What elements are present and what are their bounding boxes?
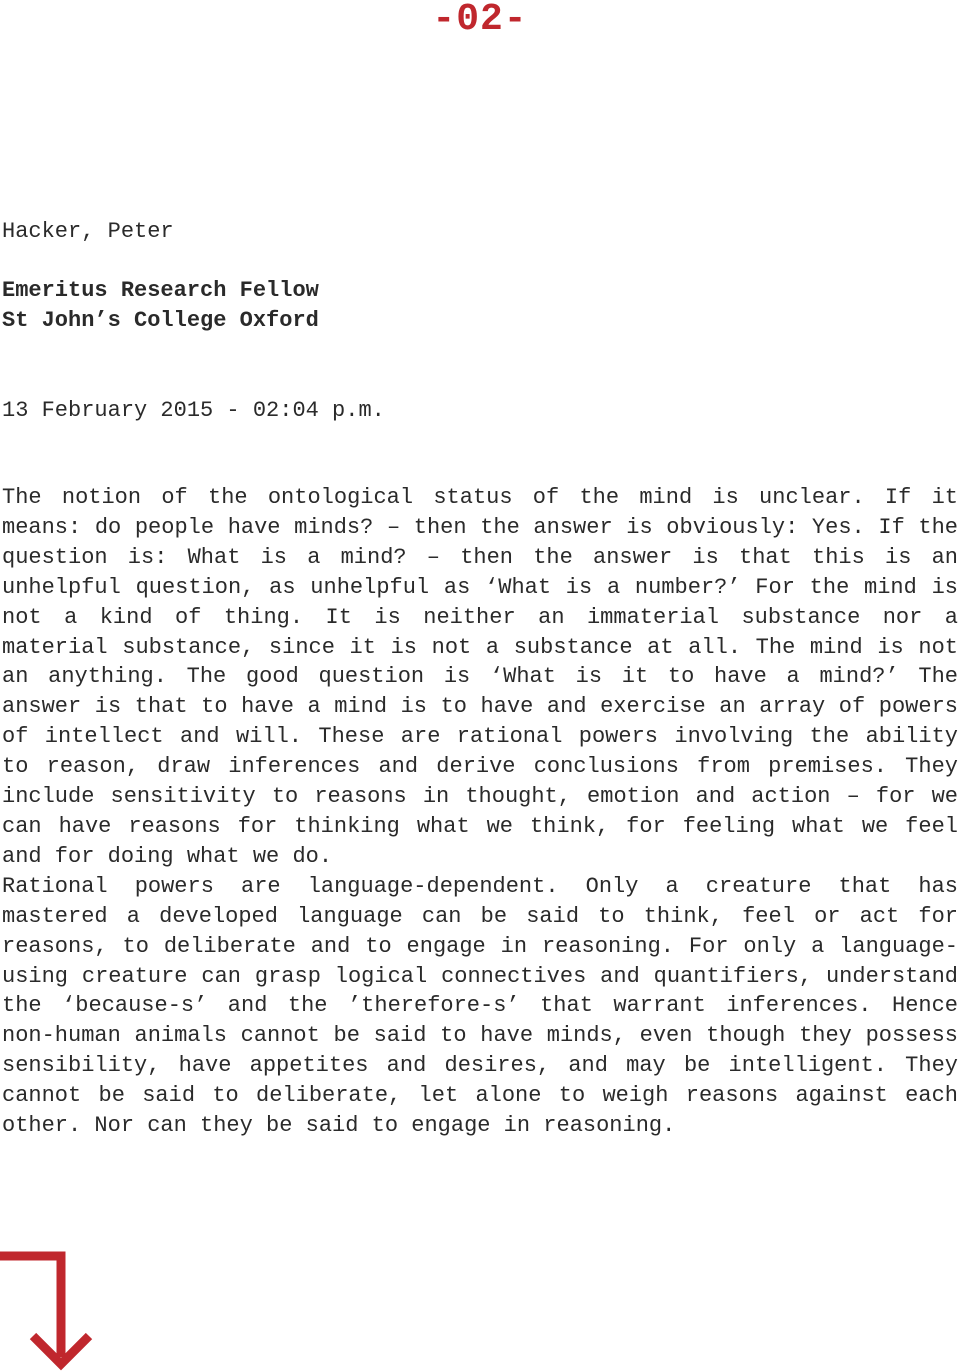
entry-date: 13 February 2015 - 02:04 p.m.	[2, 398, 385, 423]
author-institution: St John’s College Oxford	[2, 308, 319, 333]
author-name: Hacker, Peter	[2, 219, 174, 244]
author-affiliation	[2, 276, 319, 336]
paragraph: The notion of the ontological status of the mind is unclear. If it means: do people have minds? – then the answer is obviously: Yes. If the question is: What is a mind? – then the answer is that this is an unhelpful question, as unhelpful as ‘What is a number?’ For the mind is not a kind of thing. It is neither an immaterial substance nor a material substance, since it is not a substance at all. The mind is not an anything. The good question is ‘What is it to have a mind?’ The answer is that to have a mind is to have and exercise an array of powers of intellect and will. These are rational powers involving the ability to reason, draw inferences and derive conclusions from premises. They include sensitivity to reasons in thought, emotion and action – for we can have reasons for thinking what we think, for feeling what we feel and for doing what we do.	[2, 485, 958, 869]
paragraph: Rational powers are language-dependent. Only a creature that has mastered a developed language can be said to think, feel or act for reasons, to deliberate and to engage in reasoning. For only a language-using creature can grasp logical connectives and quantifiers, understand the ‘because-s’ and the ’therefore-s’ that warrant inferences. Hence non-human animals cannot be said to have minds, even though they possess sensibility, have appetites and desires, and may be intelligent. They cannot be said to deliberate, let alone to weigh reasons against each other. Nor can they be said to engage in reasoning.	[2, 873, 958, 1139]
page-number: -02-	[432, 0, 528, 41]
down-turn-arrow-icon	[0, 1249, 100, 1371]
body-text	[2, 483, 958, 1141]
author-position: Emeritus Research Fellow	[2, 278, 319, 303]
